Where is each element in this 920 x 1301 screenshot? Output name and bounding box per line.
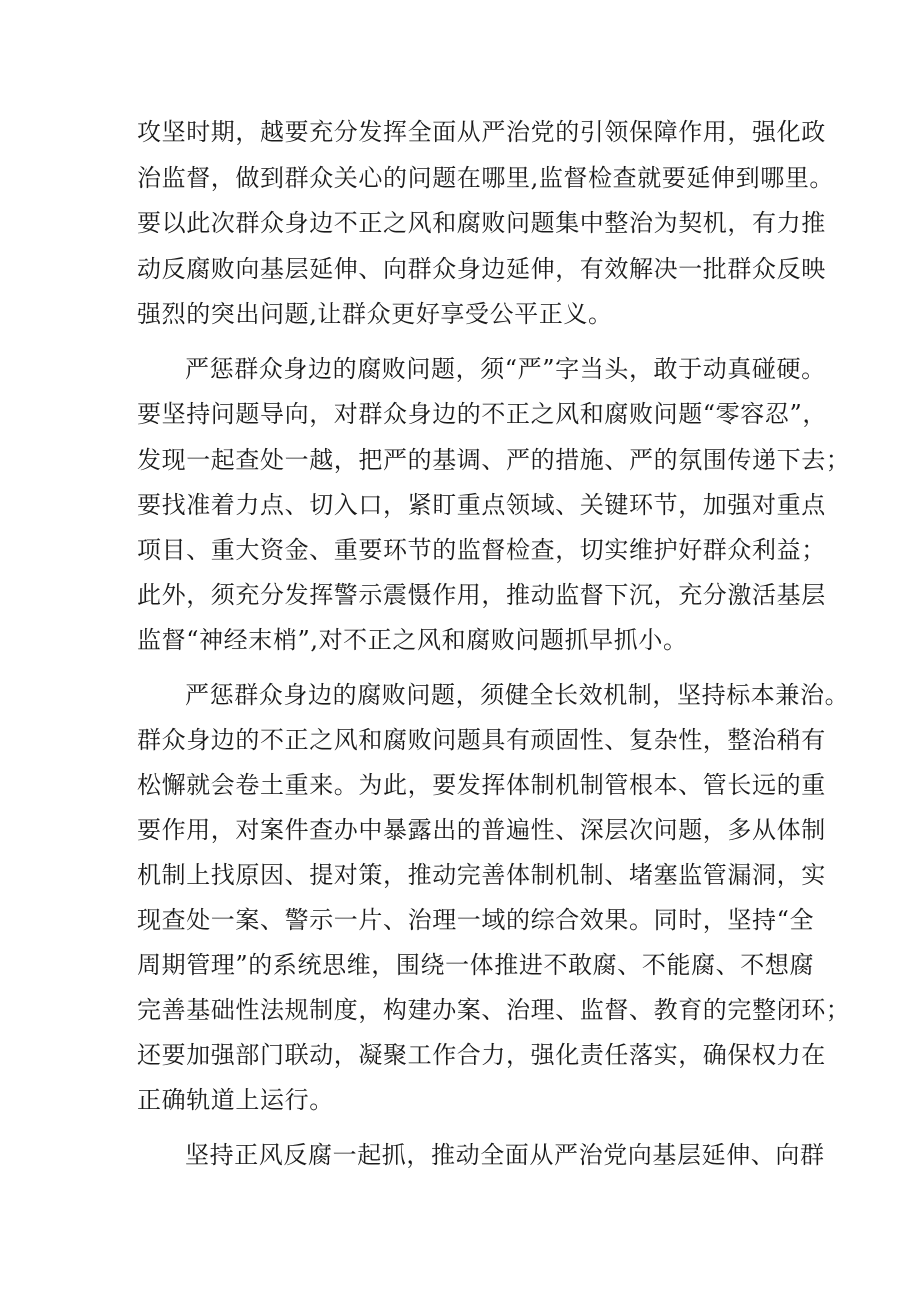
text-line: 要以此次群众身边不正之风和腐败问题集中整治为契机，有力推: [137, 209, 826, 237]
text-line: 松懈就会卷土重来。为此，要发挥体制机制管根本、管长远的重: [137, 771, 826, 799]
text-line: 攻坚时期，越要充分发挥全面从严治党的引领保障作用，强化政: [137, 118, 826, 146]
text-line: 动反腐败向基层延伸、向群众身边延伸，有效解决一批群众反映: [137, 255, 826, 283]
text-line: 发现一起查处一越，把严的基调、严的措施、严的氛围传递下去；: [137, 446, 851, 474]
text-line: 项目、重大资金、重要环节的监督检查，切实维护好群众利益；: [137, 536, 826, 564]
text-line: 治监督，做到群众关心的问题在哪里,监督检查就要延伸到哪里。: [137, 164, 835, 192]
text-line: 强烈的突出问题,让群众更好享受公平正义。: [137, 300, 613, 328]
text-line: 现查处一案、警示一片、治理一域的综合效果。同时，坚持“全: [137, 906, 815, 934]
text-line: 严惩群众身边的腐败问题，须“严”字当头，敢于动真碰硬。: [185, 355, 826, 383]
text-line: 群众身边的不正之风和腐败问题具有顽固性、复杂性，整治稍有: [137, 726, 826, 754]
text-line: 监督“神经末梢”,对不正之风和腐败问题抓早抓小。: [137, 626, 688, 654]
text-line: 要作用，对案件查办中暴露出的普遍性、深层次问题，多从体制: [137, 816, 826, 844]
text-line: 正确轨道上运行。: [137, 1086, 334, 1114]
text-line: 此外，须充分发挥警示震慑作用，推动监督下沉，充分激活基层: [137, 581, 826, 609]
text-line: 还要加强部门联动，凝聚工作合力，强化责任落实，确保权力在: [137, 1041, 826, 1069]
text-line: 坚持正风反腐一起抓，推动全面从严治党向基层延伸、向群: [185, 1141, 825, 1169]
text-line: 周期管理”的系统思维，围绕一体推进不敢腐、不能腐、不想腐: [137, 951, 815, 979]
text-line: 要坚持问题导向，对群众身边的不正之风和腐败问题“零容忍”，: [137, 400, 827, 428]
text-line: 要找准着力点、切入口，紧盯重点领域、关键环节，加强对重点: [137, 491, 826, 519]
text-line: 完善基础性法规制度，构建办案、治理、监督、教育的完整闭环；: [137, 996, 851, 1024]
text-line: 严惩群众身边的腐败问题，须健全长效机制，坚持标本兼治。: [185, 681, 850, 709]
text-line: 机制上找原因、提对策，推动完善体制机制、堵塞监管漏洞，实: [137, 861, 826, 889]
